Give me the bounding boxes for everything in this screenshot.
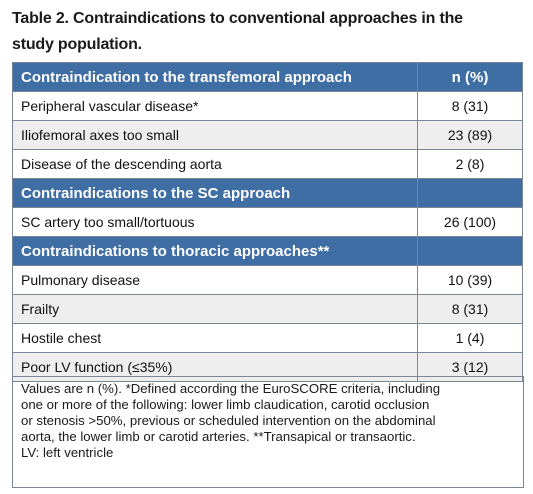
- section-header-thoracic: [13, 237, 523, 266]
- section-header-blank: [418, 179, 523, 208]
- section-title: Contraindication to the transfemoral approach: [13, 63, 418, 92]
- row-value: 26 (100): [418, 208, 523, 237]
- table-row: [13, 295, 523, 324]
- row-value: 23 (89): [418, 121, 523, 150]
- table-row: [13, 324, 523, 353]
- table-row: [13, 208, 523, 237]
- row-label: Iliofemoral axes too small: [13, 121, 418, 150]
- section-title: Contraindications to the SC approach: [13, 179, 418, 208]
- caption-line-2: study population.: [12, 36, 142, 53]
- row-value: 8 (31): [418, 92, 523, 121]
- section-header-sc: [13, 179, 523, 208]
- section-header-transfemoral: [13, 63, 523, 92]
- row-label: Hostile chest: [13, 324, 418, 353]
- row-value: 2 (8): [418, 150, 523, 179]
- row-label: Peripheral vascular disease*: [13, 92, 418, 121]
- row-value: 10 (39): [418, 266, 523, 295]
- table-row: [13, 150, 523, 179]
- footnote-line: one or more of the following: lower limb claudication, carotid occlusion: [21, 397, 430, 412]
- caption-line-1: Table 2. Contraindications to conventional approaches in the: [12, 10, 463, 27]
- table-footnote: [12, 376, 524, 488]
- row-value: 1 (4): [418, 324, 523, 353]
- footnote-line: or stenosis >50%, previous or scheduled intervention on the abdominal: [21, 413, 436, 428]
- table-row: [13, 92, 523, 121]
- row-value: 8 (31): [418, 295, 523, 324]
- row-label: Disease of the descending aorta: [13, 150, 418, 179]
- row-value: 3 (12): [418, 353, 523, 382]
- row-label: Pulmonary disease: [13, 266, 418, 295]
- row-label: SC artery too small/tortuous: [13, 208, 418, 237]
- column-header-n-percent: n (%): [418, 63, 523, 92]
- footnote-line: aorta, the lower limb or carotid arteries. **Transapical or transaortic.: [21, 429, 416, 444]
- contraindications-table: [12, 62, 523, 382]
- section-title: Contraindications to thoracic approaches**: [13, 237, 418, 266]
- section-header-blank: [418, 237, 523, 266]
- table-row: [13, 121, 523, 150]
- row-label: Poor LV function (≤35%): [13, 353, 418, 382]
- table-caption: [12, 6, 522, 58]
- footnote-line: Values are n (%). *Defined according the EuroSCORE criteria, including: [21, 381, 441, 396]
- table-row: [13, 266, 523, 295]
- footnote-line: LV: left ventricle: [21, 445, 114, 460]
- row-label: Frailty: [13, 295, 418, 324]
